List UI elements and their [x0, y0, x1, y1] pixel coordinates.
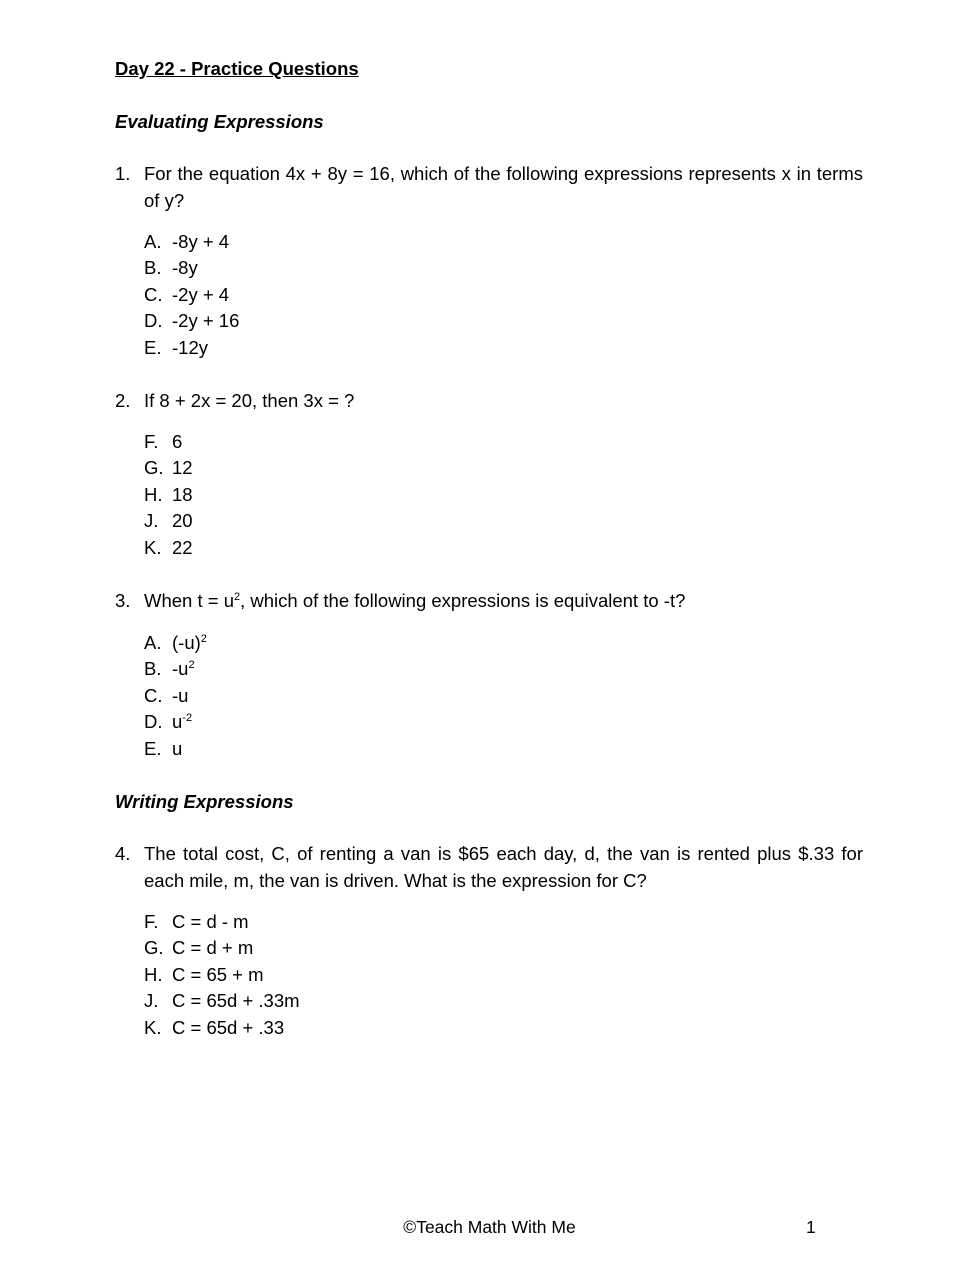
answer-option: [144, 683, 207, 709]
answer-option: [144, 909, 300, 935]
answer-option: [144, 630, 207, 656]
question-text: For the equation 4x + 8y = 16, which of the following expressions represents x in terms of y?: [144, 163, 863, 211]
option-value: 22: [172, 536, 193, 558]
answer-options-3: [144, 630, 207, 762]
option-value: C = 65 + m: [172, 963, 264, 985]
option-value: -2y + 4: [172, 283, 230, 305]
option-letter: E.: [144, 737, 162, 759]
answer-option: [144, 935, 300, 961]
option-value: 6: [172, 431, 183, 452]
answer-options-1: [144, 229, 239, 361]
question-1: [115, 161, 863, 214]
option-letter: F.: [144, 431, 159, 452]
answer-option: [144, 656, 207, 682]
question-number: 3.: [115, 590, 131, 611]
answer-option: [144, 308, 239, 334]
option-letter: K.: [144, 536, 162, 558]
answer-option: [144, 335, 239, 361]
answer-option: [144, 1015, 300, 1041]
question-text-part: , which of the following expressions is equivalent to -t?: [240, 590, 686, 611]
footer-copyright: ©Teach Math With Me: [403, 1217, 576, 1237]
answer-option: [144, 962, 300, 988]
option-value: u: [172, 737, 183, 759]
superscript: 2: [200, 633, 207, 645]
option-letter: A.: [144, 632, 162, 653]
question-text: The total cost, C, of renting a van is $65 each day, d, the van is rented plus $.33 for each mile, m, the van is driven. What is the expression for C?: [144, 843, 863, 891]
option-value: (-u): [172, 632, 201, 653]
option-letter: J.: [144, 510, 159, 532]
question-4: [115, 841, 863, 894]
question-number: 4.: [115, 843, 131, 864]
question-number: 1.: [115, 163, 131, 184]
option-letter: K.: [144, 1016, 162, 1038]
superscript: -2: [182, 712, 193, 725]
option-letter: G.: [144, 457, 164, 479]
option-value: 12: [172, 457, 193, 479]
question-3: [115, 588, 863, 615]
option-value: -u: [172, 658, 189, 680]
page-title: Day 22 - Practice Questions: [115, 58, 359, 79]
question-text-part: When t = u: [144, 590, 234, 611]
option-letter: B.: [144, 257, 162, 279]
option-value: -12y: [172, 336, 208, 358]
answer-option: [144, 455, 193, 481]
answer-option: [144, 736, 207, 762]
option-letter: G.: [144, 937, 164, 959]
option-value: 20: [172, 510, 193, 532]
question-text: [144, 588, 863, 615]
section-heading-writing: Writing Expressions: [115, 791, 294, 812]
section-heading-evaluating: Evaluating Expressions: [115, 111, 324, 132]
option-value: -8y + 4: [172, 231, 230, 252]
option-letter: J.: [144, 990, 159, 1012]
option-letter: E.: [144, 336, 162, 358]
answer-option: [144, 482, 193, 508]
answer-option: [144, 988, 300, 1014]
option-letter: D.: [144, 711, 163, 733]
answer-option: [144, 535, 193, 561]
answer-option: [144, 429, 193, 455]
superscript: 2: [233, 591, 241, 603]
option-letter: H.: [144, 963, 163, 985]
option-letter: B.: [144, 658, 162, 680]
option-value: C = d + m: [172, 937, 254, 959]
option-value: C = 65d + .33m: [172, 990, 300, 1012]
question-2: [115, 388, 863, 415]
answer-options-2: [144, 429, 193, 561]
option-value: C = d - m: [172, 911, 249, 932]
answer-option: [144, 709, 207, 735]
option-letter: H.: [144, 483, 163, 505]
option-value: C = 65d + .33: [172, 1016, 285, 1038]
option-letter: D.: [144, 310, 163, 332]
superscript: 2: [188, 659, 195, 672]
answer-option: [144, 229, 239, 255]
option-letter: C.: [144, 684, 163, 706]
option-letter: F.: [144, 911, 159, 932]
answer-option: [144, 282, 239, 308]
option-value: -8y: [172, 257, 198, 279]
answer-options-4: [144, 909, 300, 1041]
question-number: 2.: [115, 390, 131, 411]
option-value: -2y + 16: [172, 310, 240, 332]
option-value: -u: [172, 684, 189, 706]
answer-option: [144, 255, 239, 281]
option-value: 18: [172, 483, 193, 505]
answer-option: [144, 508, 193, 534]
option-letter: C.: [144, 283, 163, 305]
question-text: If 8 + 2x = 20, then 3x = ?: [144, 390, 355, 411]
option-value: u: [172, 711, 183, 733]
option-letter: A.: [144, 231, 162, 252]
page-number: 1: [806, 1217, 816, 1237]
